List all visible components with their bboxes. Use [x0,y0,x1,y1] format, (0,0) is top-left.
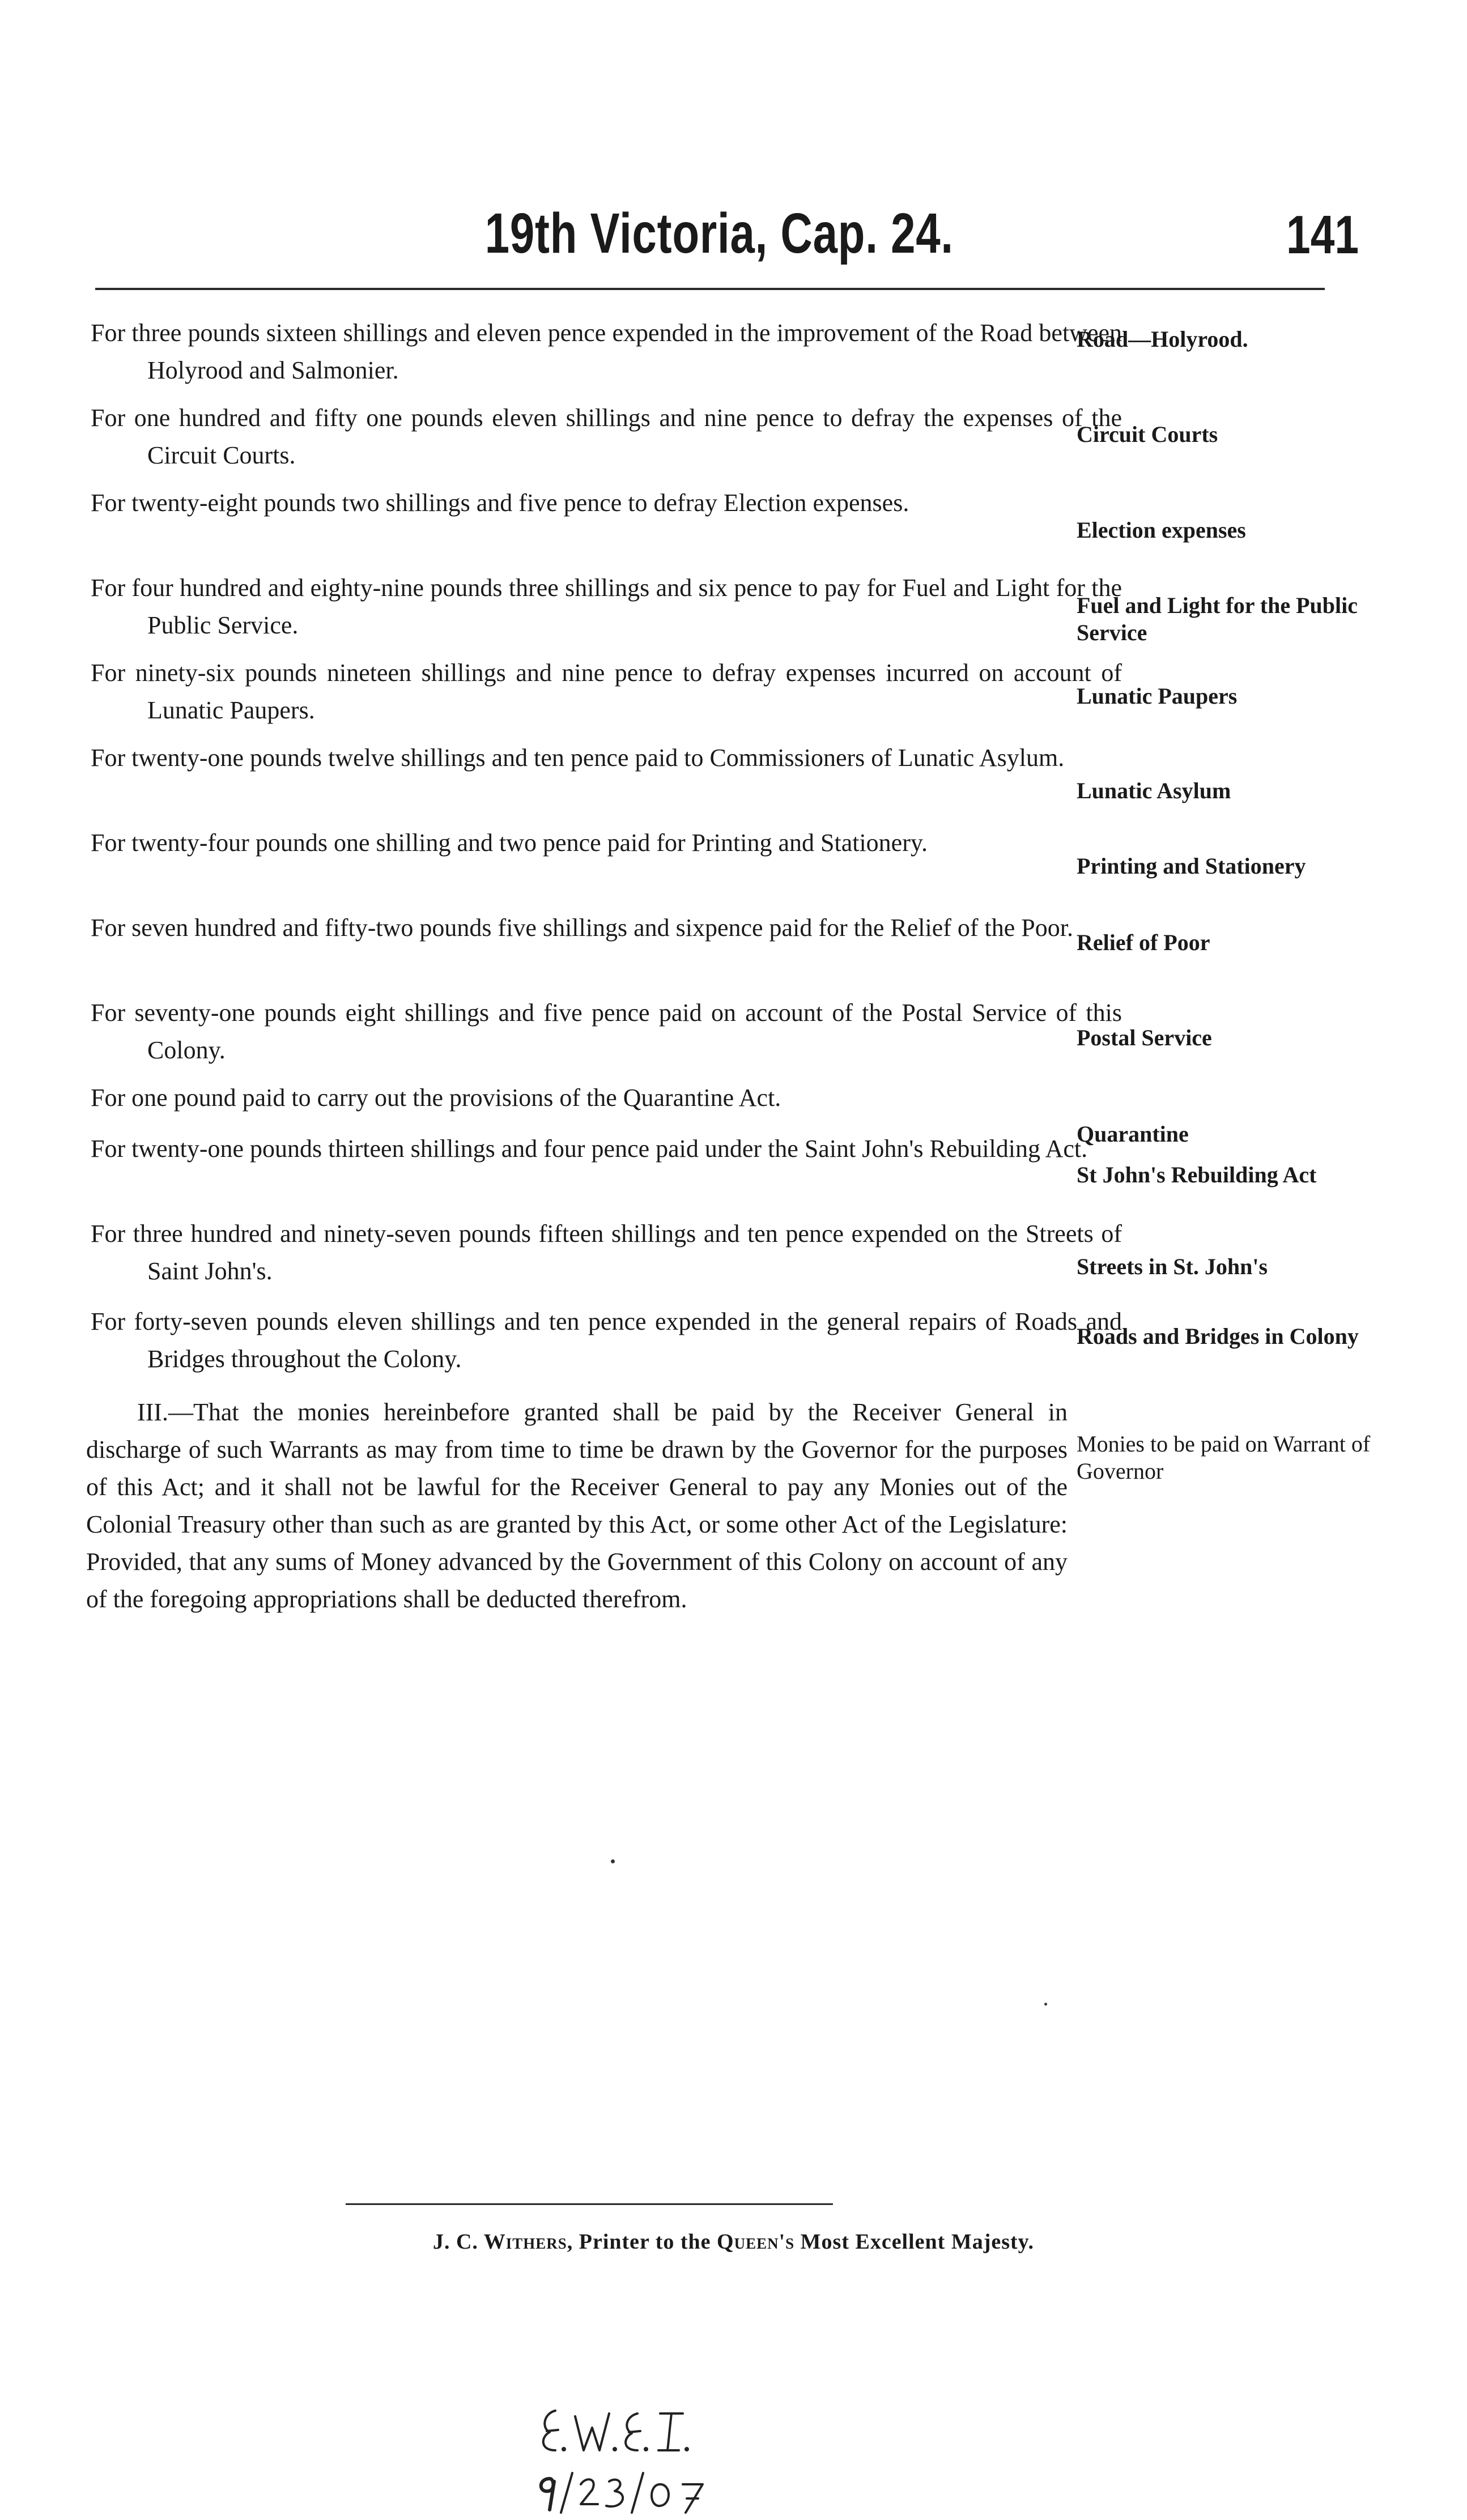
section-three-paragraph: III.—That the monies hereinbefore granted shall be paid by the Receiver General in discharge of such Warrants as may from time to time be drawn by the Governor for the purposes of this Act; and it shall not be lawful for the Receiver General to pay any Monies out of the Colonial Treasury other than such as are granted by this Act, or some other Act of the Legislature: Provided, that any sums of Money advanced by the Government of this Colony on account of any of the foregoing appropriations shall be deducted therefrom. [86,1398,1068,1613]
entry-lunatic-asylum: For twenty-one pounds twelve shillings and ten pence paid to Commissioners of Lunatic Asylum. [91,744,1065,772]
handwritten-annotation [533,2394,759,2518]
footer-rule [346,2203,833,2205]
scan-speck [611,1859,615,1863]
note-roads-bridges: Roads and Bridges in Colony [1077,1323,1359,1349]
page-number: 141 [1286,205,1359,265]
note-lunatic-asylum: Lunatic Asylum [1077,778,1231,803]
note-circuit-courts: Circuit Courts [1077,422,1218,447]
scan-speck [1044,2003,1047,2006]
note-postal-service: Postal Service [1077,1025,1212,1050]
entry-circuit-courts: For one hundred and fifty one pounds eleven shillings and nine pence to defray the expenses of the Circuit Courts. [91,404,1122,469]
note-fuel-light: Fuel and Light for the Public Service [1077,593,1358,645]
entry-relief-poor: For seven hundred and fifty-two pounds five shillings and sixpence paid for the Relief of the Poor. [91,914,1073,942]
note-road-holyrood: Road—Holyrood. [1077,326,1248,352]
entry-streets-st-johns: For three hundred and ninety-seven pounds fifteen shillings and ten pence expended on the Streets of Saint John's. [91,1220,1122,1285]
header-rule [95,288,1325,290]
majesty-phrase: Most Excellent Majesty. [800,2230,1035,2254]
entry-postal-service: For seventy-one pounds eight shillings and five pence paid on account of the Postal Service of this Colony. [91,999,1122,1064]
entry-roads-bridges: For forty-seven pounds eleven shillings and ten pence expended in the general repairs of Roads and Bridges throughout the Colony. [91,1308,1122,1373]
note-printing-stationery: Printing and Stationery [1077,853,1306,879]
queen-word: Queen's [717,2230,795,2254]
page-title: 19th Victoria, Cap. 24. [484,202,954,265]
note-lunatic-paupers: Lunatic Paupers [1077,683,1238,709]
printer-title: Printer to the [579,2230,711,2254]
entry-st-johns-rebuilding: For twenty-one pounds thirteen shillings and four pence paid under the Saint John's Rebuilding Act. [91,1135,1088,1163]
entry-quarantine: For one pound paid to carry out the provisions of the Quarantine Act. [91,1084,781,1112]
entry-lunatic-paupers: For ninety-six pounds nineteen shillings and nine pence to defray expenses incurred on account of Lunatic Paupers. [91,659,1122,724]
entry-road-holyrood: For three pounds sixteen shillings and eleven pence expended in the improvement of the Road between Holyrood and Salmonier. [91,319,1122,384]
note-st-johns-rebuilding: St John's Rebuilding Act [1077,1162,1317,1187]
note-relief-poor: Relief of Poor [1077,930,1210,955]
note-monies-warrant: Monies to be paid on Warrant of Governor [1077,1431,1371,1484]
note-election-expenses: Election expenses [1077,517,1246,543]
entry-printing-stationery: For twenty-four pounds one shilling and two pence paid for Printing and Stationery. [91,829,928,857]
entry-election-expenses: For twenty-eight pounds two shillings and five pence to defray Election expenses. [91,489,909,517]
printer-imprint [0,2229,1467,2254]
note-quarantine: Quarantine [1077,1121,1189,1147]
note-streets-st-johns: Streets in St. John's [1077,1254,1268,1279]
printer-name: J. C. Withers, [432,2230,573,2254]
entry-fuel-light: For four hundred and eighty-nine pounds three shillings and six pence to pay for Fuel and Light for the Public Service. [91,574,1122,639]
